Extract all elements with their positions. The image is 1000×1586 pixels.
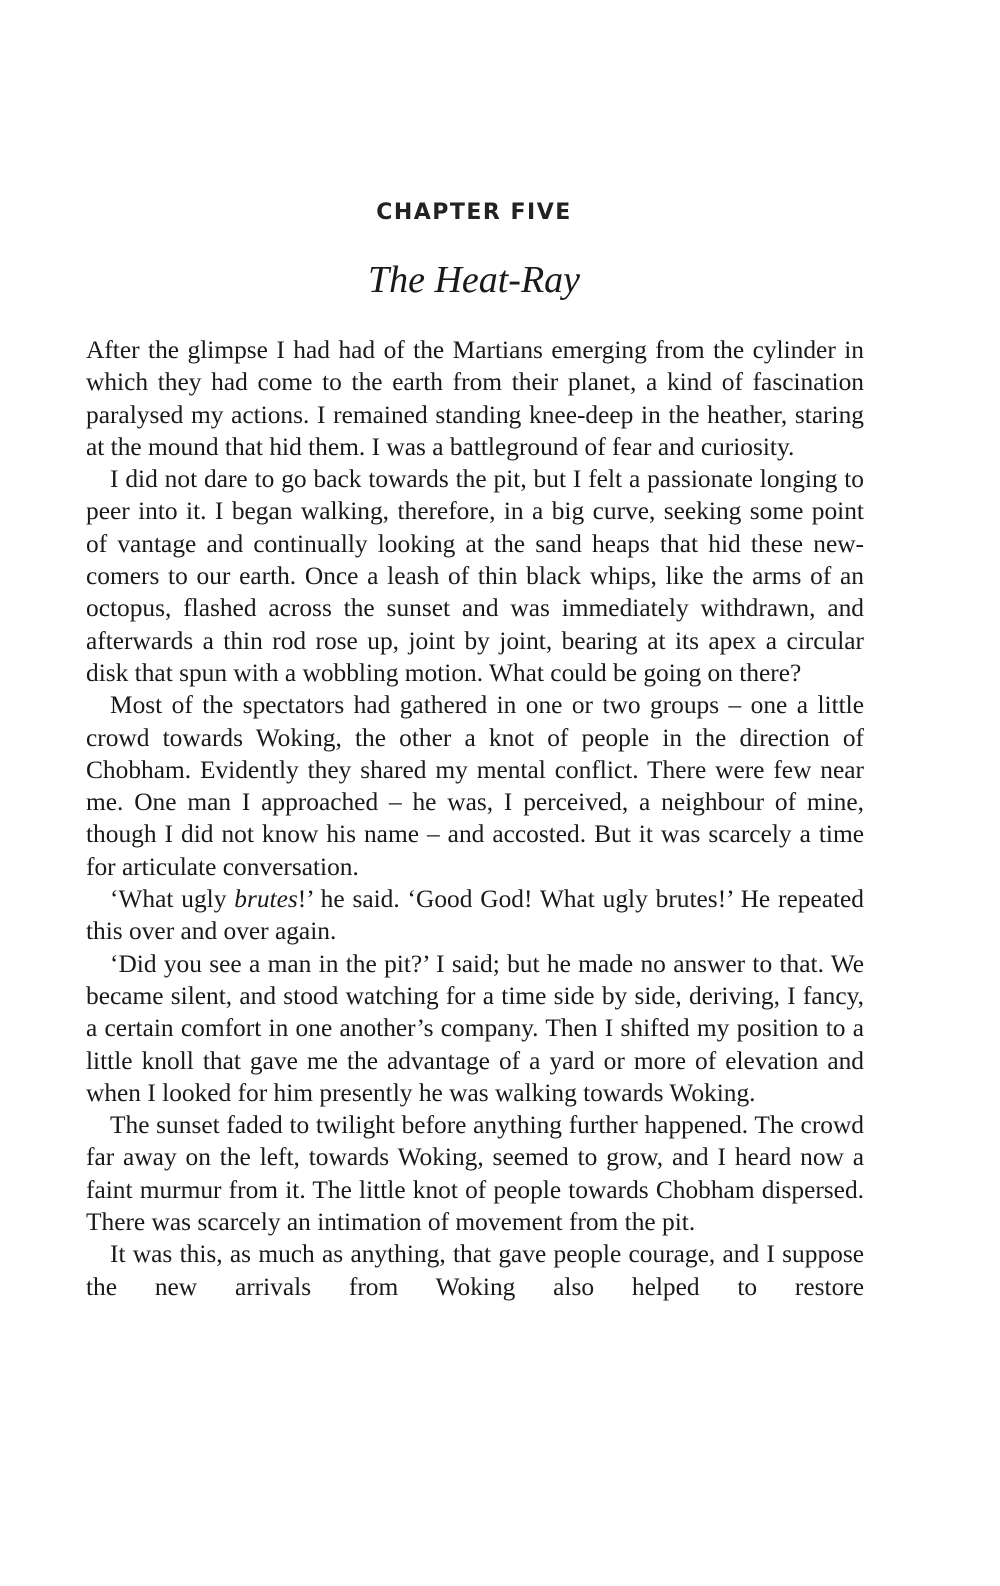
paragraph-4 — [86, 883, 864, 948]
chapter-body — [86, 334, 864, 1303]
paragraph-4-emphasis: brutes — [234, 885, 298, 914]
paragraph-4-before: ‘What ugly — [110, 885, 235, 914]
chapter-title: The Heat-Ray — [367, 259, 581, 301]
paragraph-5: ‘Did you see a man in the pit?’ I said; but he made no answer to that. We became silent, and stood watching for a time side by side, deriving, I fancy, a certain comfort in one another’s company. Then I shifted my position to a little knoll that gave me the advantage of a yard or more of elevation and when I looked for him presently he was walking towards Woking. — [86, 949, 864, 1107]
paragraph-2: I did not dare to go back towards the pit, but I felt a passionate longing to peer into it. I began walking, therefore, in a big curve, seeking some point of vantage and continually looking at the sand heaps that hid these new-comers to our earth. Once a leash of thin black whips, like the arms of an octopus, flashed across the sunset and was immediately withdrawn, and afterwards a thin rod rose up, joint by joint, bearing at its apex a circular disk that spun with a wobbling motion. What could be going on there? — [86, 465, 864, 687]
paragraph-3: Most of the spectators had gathered in one or two groups – one a little crowd towards Woking, the other a knot of people in the direction of Chobham. Evidently they shared my mental conflict. There were few near me. One man I approached – he was, I perceived, a neighbour of mine, though I did not know his name – and accosted. But it was scarcely a time for articulate conversation. — [86, 691, 864, 881]
paragraph-7: It was this, as much as anything, that gave people courage, and I suppose the new arrivals from Woking also helped to restore — [86, 1240, 864, 1301]
paragraph-4-after: !’ he said. ‘Good God! What ugly brutes!’ He repeated this over and over again. — [86, 885, 864, 946]
chapter-label: CHAPTER FIVE — [376, 200, 572, 225]
paragraph-1: After the glimpse I had had of the Martians emerging from the cylinder in which they had come to the earth from their planet, a kind of fascination paralysed my actions. I remained standing knee-deep in the heather, staring at the mound that hid them. I was a battleground of fear and curiosity. — [86, 336, 864, 461]
paragraph-6: The sunset faded to twilight before anything further happened. The crowd far away on the left, towards Woking, seemed to grow, and I heard now a faint murmur from it. The little knot of people towards Chobham dispersed. There was scarcely an intimation of movement from the pit. — [86, 1111, 864, 1237]
